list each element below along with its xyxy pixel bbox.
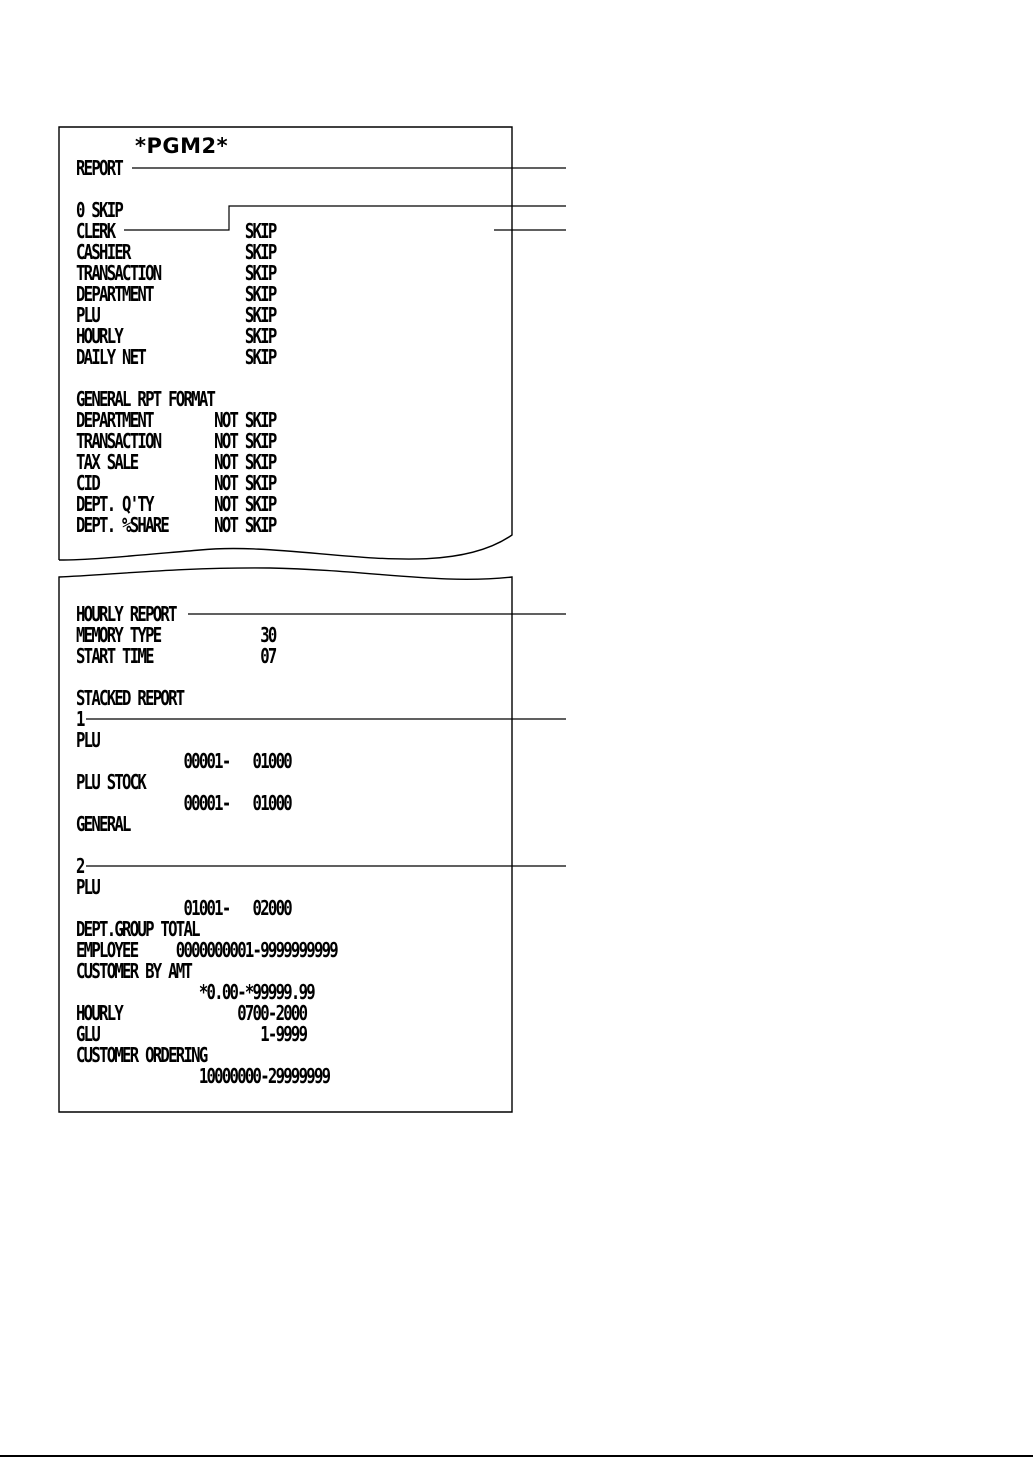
page-bottom-rule [0,1455,1033,1457]
receipt-top-text: REPORT 0 SKIP CLERK SKIP CASHIER SKIP TRANSACTION SKIP DEPARTMENT SKIP PLU SKIP HOURLY SKIP DAILY NET SKIP GENERAL RPT FORMAT DEPARTMENT NOT SKIP TRANSACTION NOT SKIP TAX SALE NOT SKIP CID NOT SKIP DEPT. Q'TY NOT SKIP DEPT. %SHARE NOT SKIP [76,156,276,537]
receipt-bottom-text: HOURLY REPORT MEMORY TYPE 30 START TIME 07 STACKED REPORT 1 PLU 00001- 01000 PLU STOCK 00001- 01000 GENERAL 2 PLU 01001- 02000 DEPT.GROUP TOTAL EMPLOYEE 0000000001-9999999999 CUSTOMER BY AMT *0.00-*99999.99 HOURLY 0700-2000 GLU 1-9999 CUSTOMER ORDERING 10000000-29999999 [76,602,337,1088]
receipt-title: *PGM2* [135,134,229,158]
